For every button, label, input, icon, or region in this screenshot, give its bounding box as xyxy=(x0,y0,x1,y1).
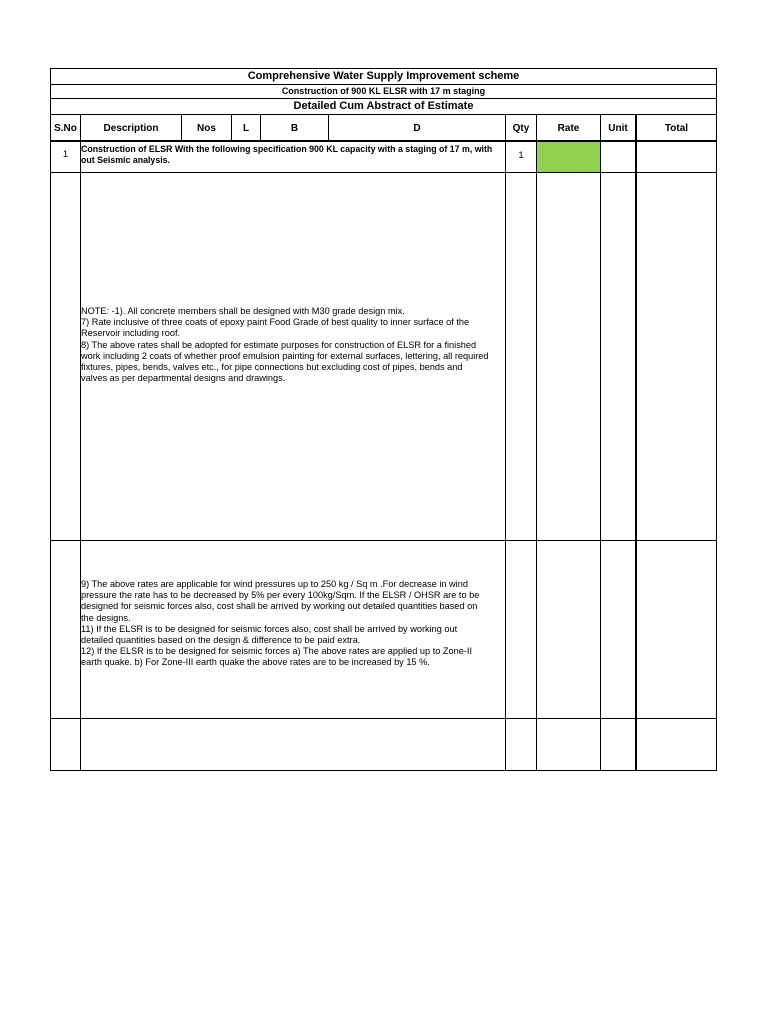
section-title: Detailed Cum Abstract of Estimate xyxy=(293,100,474,112)
col-header-rate: Rate xyxy=(557,123,580,134)
col-header-total: Total xyxy=(664,123,689,134)
note-line: 8) The above rates shall be adopted for estimate purposes for construction of ELSR for a finished work including 2 coats of whether proof emulsion painting for external surfaces, lettering, all required fixtures, pipes, bends, valves etc., for pipe connections but excluding cost of pipes, bends and valves as per departmental designs and drawings. xyxy=(81,339,489,384)
note-line: 7) Rate inclusive of three coats of epoxy paint Food Grade of best quality to inner surface of the Reservoir including roof. xyxy=(81,317,470,339)
rate-highlight-cell[interactable] xyxy=(537,142,600,172)
col-header-nos: Nos xyxy=(197,123,216,134)
col-header-sno: S.No xyxy=(54,123,77,134)
sheet-title: Comprehensive Water Supply Improvement scheme xyxy=(247,70,520,82)
col-divider xyxy=(600,114,601,770)
col-divider xyxy=(536,114,537,770)
note-line: NOTE: -1). All concrete members shall be designed with M30 grade design mix. xyxy=(81,306,405,316)
row-1-sno: 1 xyxy=(62,149,69,160)
col-header-description: Description xyxy=(103,123,159,134)
note-line: 9) The above rates are applicable for wind pressures up to 250 kg / Sq m .For decrease in wind pressure the rate has to be decreased by 5% per every 100kg/Sqm. If the ELSR / OHSR are to be designed for seismic forces also, cost shall be arrived by working out detailed quantities based on the designs. xyxy=(81,579,480,623)
col-divider xyxy=(505,114,506,770)
row-divider xyxy=(51,172,716,173)
sheet-subtitle: Construction of 900 KL ELSR with 17 m staging xyxy=(281,86,486,96)
row-divider xyxy=(51,540,716,541)
estimate-sheet xyxy=(50,68,717,771)
note-block-2 xyxy=(81,579,491,669)
note-line: 11) If the ELSR is to be designed for seismic forces also, cost shall be arrived by working out detailed quantities based on the design & difference to be paid extra. xyxy=(81,623,458,646)
row-1-description: Construction of ELSR With the following specification 900 KL capacity with a staging of 17 m, with out Seismic analysis. xyxy=(81,144,493,165)
note-block-1 xyxy=(81,306,489,384)
col-divider xyxy=(635,114,637,770)
col-header-unit: Unit xyxy=(608,123,628,134)
col-header-d: D xyxy=(413,123,421,134)
row-divider xyxy=(51,718,716,719)
col-divider xyxy=(80,114,81,770)
col-header-qty: Qty xyxy=(512,123,530,134)
note-line: 12) If the ELSR is to be designed for seismic forces a) The above rates are applied up to Zone-II earth quake. b) For Zone-III earth quake the above rates are to be increased by 15 %. xyxy=(81,646,473,668)
col-header-l: L xyxy=(242,123,250,134)
row-1-qty: 1 xyxy=(518,150,524,161)
col-header-b: B xyxy=(290,123,299,134)
